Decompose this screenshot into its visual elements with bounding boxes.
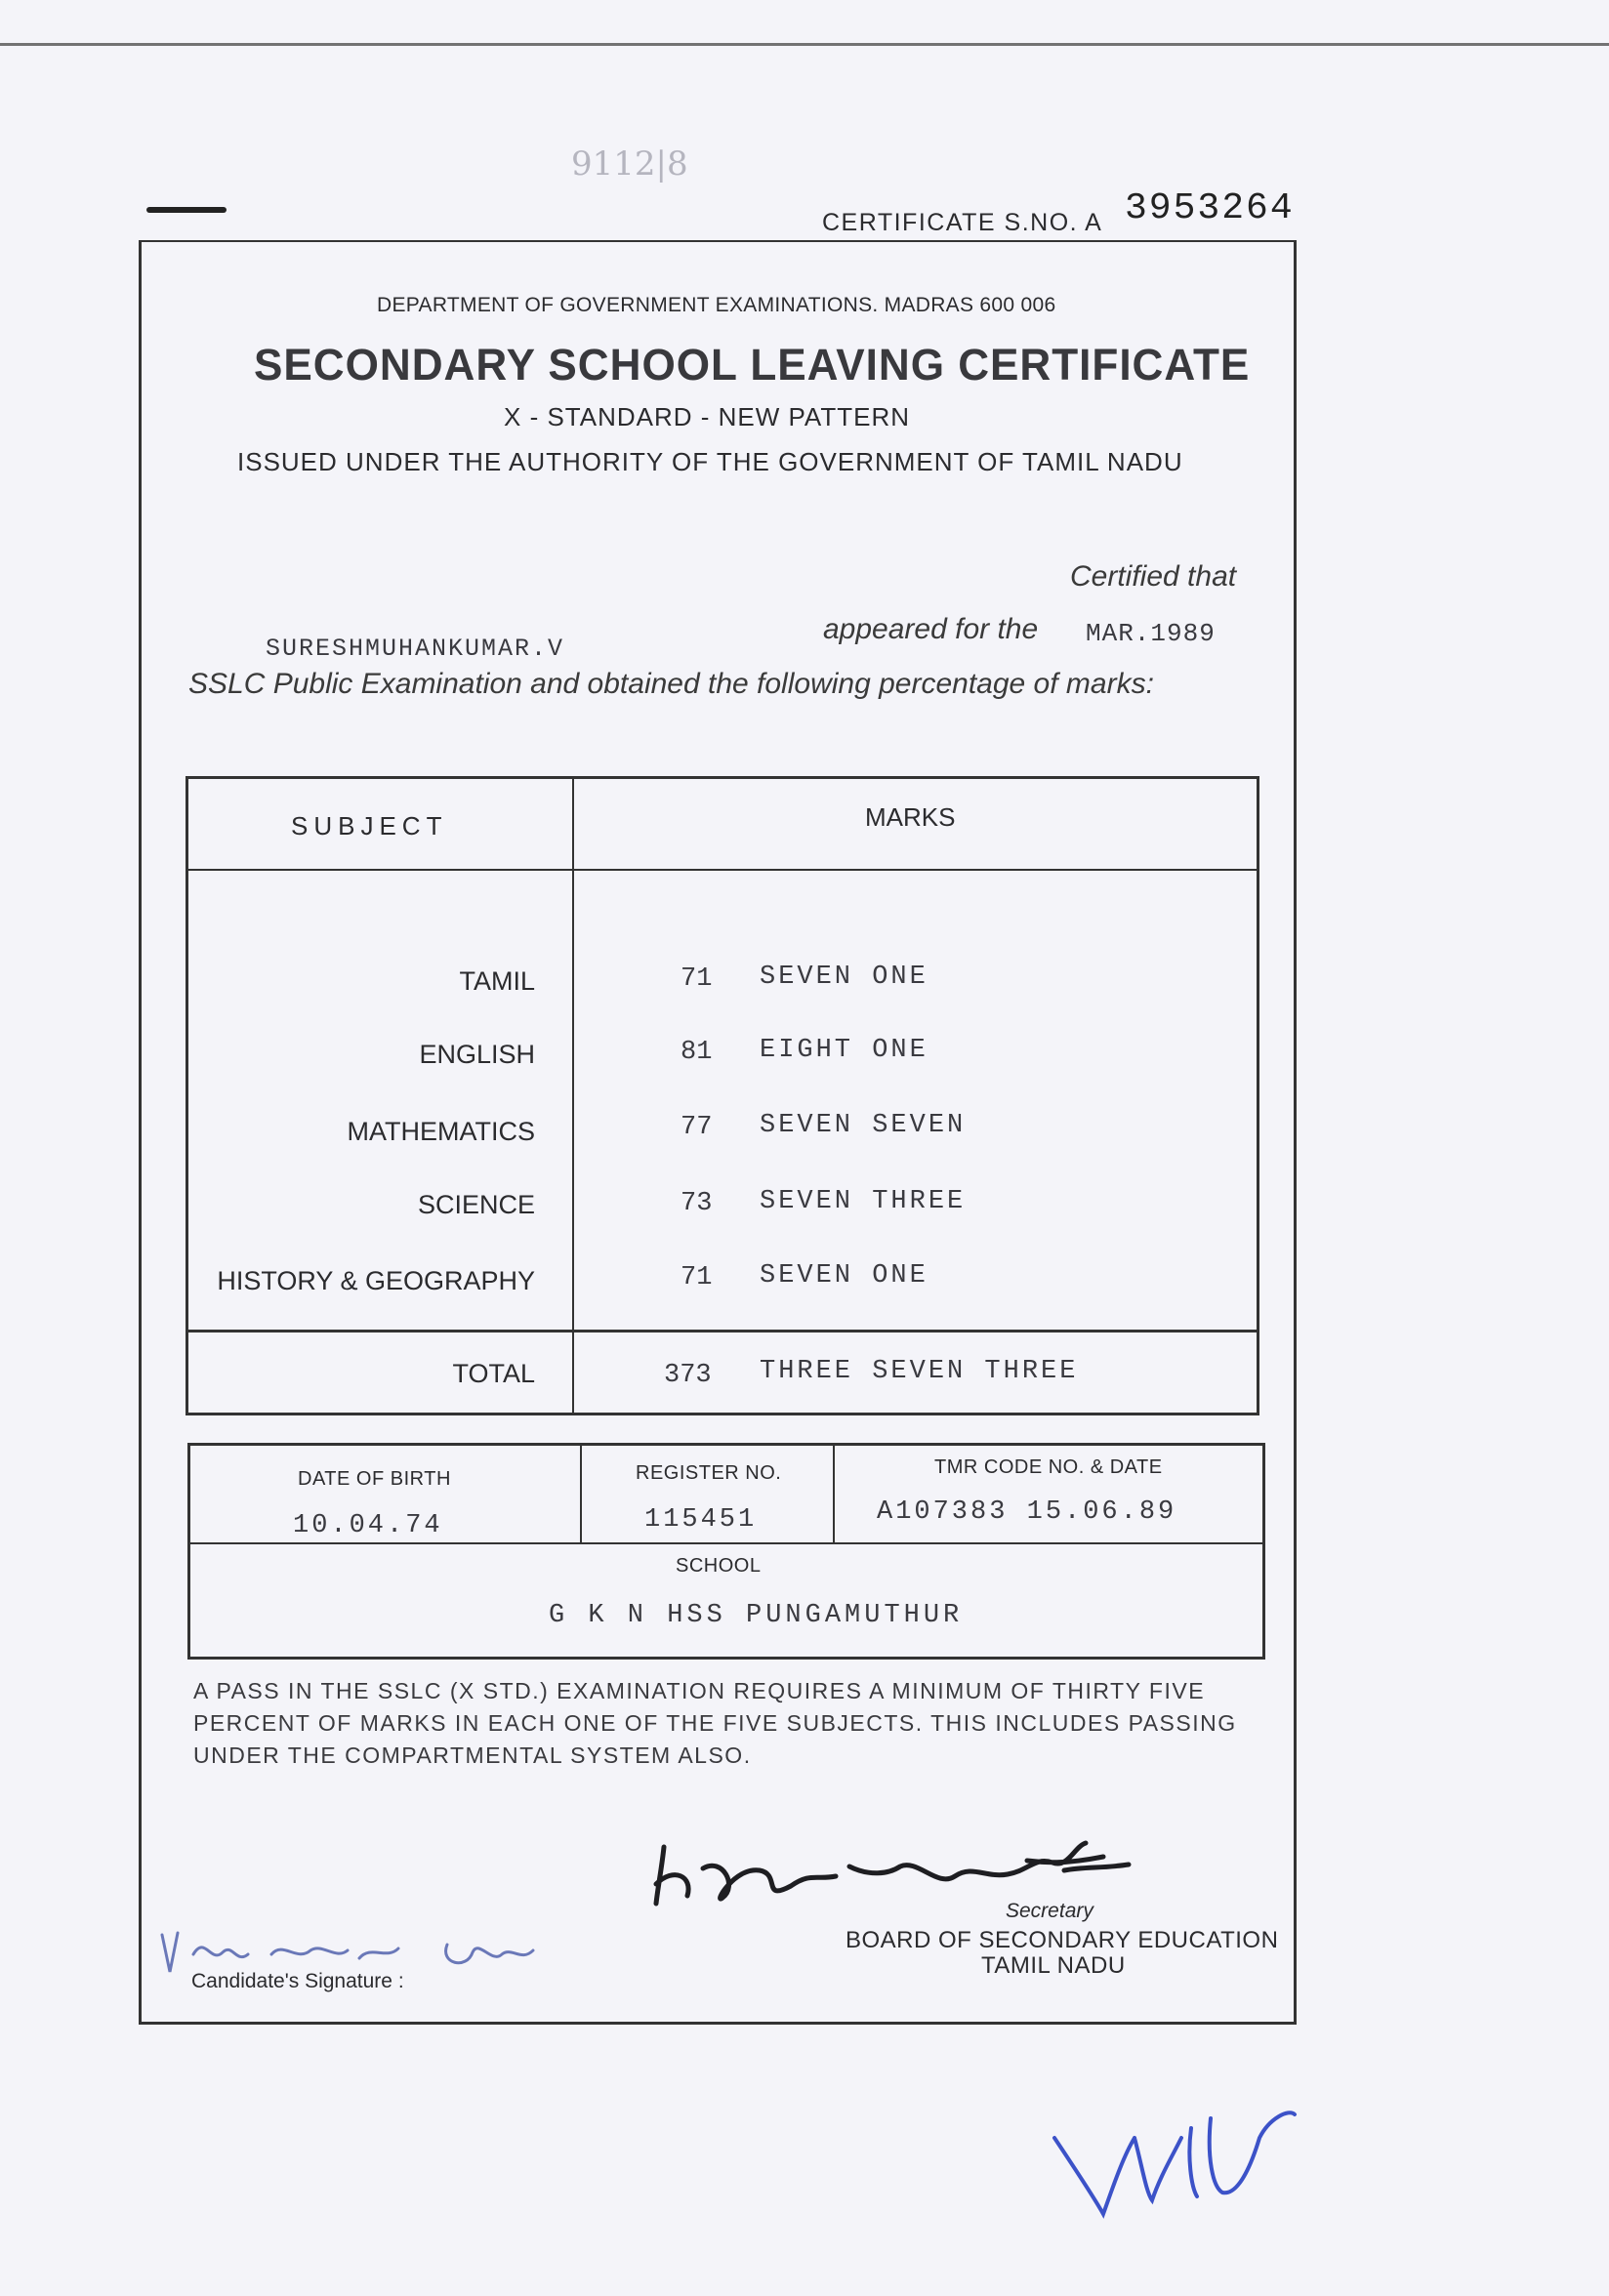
subject-name: HISTORY & GEOGRAPHY: [217, 1266, 535, 1295]
appeared-for: appeared for the: [823, 613, 1039, 645]
certificate-sno-label: CERTIFICATE S.NO. A: [822, 209, 1103, 236]
certified-that: Certified that: [1070, 560, 1237, 593]
standard-line: X - STANDARD - NEW PATTERN: [504, 402, 910, 431]
secretary-title: Secretary: [1006, 1900, 1093, 1922]
dob-label: DATE OF BIRTH: [298, 1468, 451, 1490]
subject-marks-words: SEVEN SEVEN: [760, 1111, 967, 1140]
header-marks: MARKS: [865, 802, 956, 832]
marks-table-divider: [572, 776, 574, 1415]
dash-mark: [146, 207, 227, 213]
pencil-note: 9112|8: [571, 144, 688, 184]
exam-month: MAR.1989: [1086, 619, 1216, 648]
school-value: G K N HSS PUNGAMUTHUR: [549, 1601, 964, 1630]
marks-table-header-rule: [186, 869, 1259, 871]
school-label: SCHOOL: [676, 1555, 762, 1577]
certificate-title: SECONDARY SCHOOL LEAVING CERTIFICATE: [254, 340, 1251, 390]
subject-marks: 71: [681, 964, 713, 994]
sslc-statement: SSLC Public Examination and obtained the following percentage of marks:: [188, 668, 1154, 700]
subject-marks: 73: [681, 1189, 713, 1218]
dob-value: 10.04.74: [293, 1511, 443, 1540]
tmr-value: A107383 15.06.89: [877, 1497, 1177, 1527]
details-table-divider: [833, 1443, 835, 1544]
subject-marks-words: SEVEN ONE: [760, 963, 928, 992]
marks-table-total-rule: [186, 1330, 1259, 1332]
board-name: BOARD OF SECONDARY EDUCATION: [846, 1927, 1279, 1953]
subject-name: ENGLISH: [419, 1040, 535, 1069]
candidate-name: SURESHMUHANKUMAR.V: [266, 635, 565, 663]
department-line: DEPARTMENT OF GOVERNMENT EXAMINATIONS. MADRAS 600 006: [377, 294, 1056, 316]
blue-ink-initials: [1045, 2099, 1299, 2226]
total-label: TOTAL: [452, 1359, 535, 1388]
subject-name: MATHEMATICS: [347, 1117, 535, 1146]
board-state: TAMIL NADU: [981, 1952, 1126, 1979]
authority-line: ISSUED UNDER THE AUTHORITY OF THE GOVERNMENT OF TAMIL NADU: [237, 447, 1183, 476]
candidate-signature-label: Candidate's Signature :: [191, 1970, 404, 1992]
subject-marks-words: SEVEN THREE: [760, 1187, 967, 1216]
register-value: 115451: [644, 1505, 758, 1535]
total-marks: 373: [664, 1361, 712, 1390]
subject-marks: 71: [681, 1263, 713, 1292]
total-marks-words: THREE SEVEN THREE: [760, 1357, 1079, 1386]
subject-marks-words: EIGHT ONE: [760, 1036, 928, 1065]
register-label: REGISTER NO.: [636, 1462, 782, 1484]
subject-marks-words: SEVEN ONE: [760, 1261, 928, 1291]
subject-marks: 77: [681, 1113, 713, 1142]
certificate-sno-number: 3953264: [1125, 187, 1295, 229]
details-table-divider: [580, 1443, 582, 1544]
subject-marks: 81: [681, 1038, 713, 1067]
subject-name: SCIENCE: [417, 1190, 535, 1219]
details-table-rule: [187, 1542, 1265, 1544]
tmr-label: TMR CODE NO. & DATE: [934, 1456, 1163, 1478]
header-subject: SUBJECT: [291, 811, 448, 840]
scan-edge-line: [0, 43, 1609, 46]
subject-name: TAMIL: [459, 966, 535, 996]
marks-table: [186, 776, 1259, 1415]
pass-rules: A PASS IN THE SSLC (X STD.) EXAMINATION REQUIRES A MINIMUM OF THIRTY FIVE PERCENT OF MARKS IN EACH ONE OF THE FIVE SUBJECTS. THIS INCLUDES PASSING UNDER THE COMPARTMENTAL SYSTEM ALSO.: [193, 1678, 1237, 1768]
